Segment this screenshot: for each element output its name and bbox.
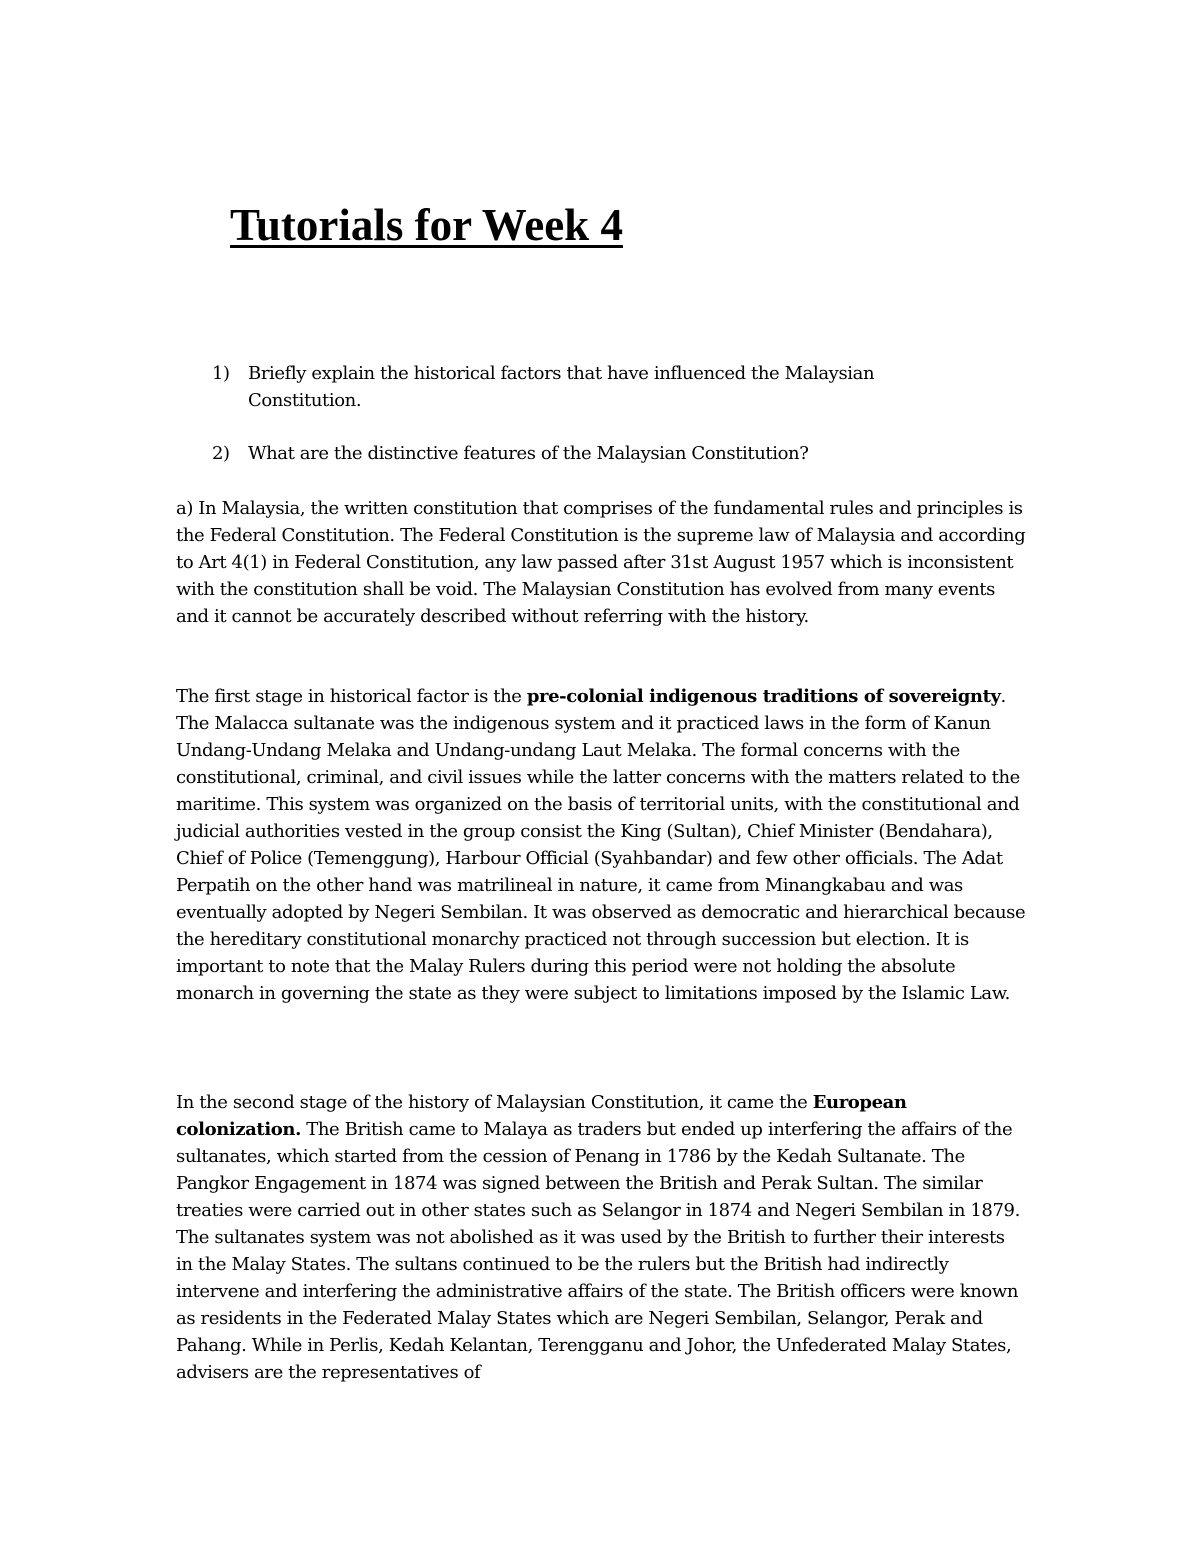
question-2-text: What are the distinctive features of the Malaysian Constitution?: [248, 443, 809, 464]
stage-two-paragraph: [176, 1089, 1026, 1386]
stage-one-paragraph: [176, 683, 1026, 1007]
stage-two-lead: In the second stage of the history of Malaysian Constitution, it came the: [176, 1092, 813, 1113]
question-1-number: 1): [212, 363, 230, 384]
answer-intro-paragraph: a) In Malaysia, the written constitution that comprises of the fundamental rules and principles is the Federal Constitution. The Federal Constitution is the supreme law of Malaysia and according to Art 4(1) in Federal Constitution, any law passed after 31st August 1957 which is inconsistent with the constitution shall be void. The Malaysian Constitution has evolved from many events and it cannot be accurately described without referring with the history.: [176, 498, 1026, 627]
stage-one-lead: The first stage in historical factor is the: [176, 686, 527, 707]
question-2-number: 2): [212, 443, 230, 464]
question-1: [212, 360, 942, 414]
question-2: [212, 440, 942, 467]
page-title: Tutorials for Week 4: [230, 200, 623, 250]
stage-two-body: The British came to Malaya as traders but ended up interfering the affairs of the sultanates, which started from the cession of Penang in 1786 by the Kedah Sultanate. The Pangkor Engagement in 1874 was signed between the British and Perak Sultan. The similar treaties were carried out in other states such as Selangor in 1874 and Negeri Sembilan in 1879. The sultanates system was not abolished as it was used by the British to further their interests in the Malay States. The sultans continued to be the rulers but the British had indirectly intervene and interfering the administrative affairs of the state. The British officers were known as residents in the Federated Malay States which are Negeri Sembilan, Selangor, Perak and Pahang. While in Perlis, Kedah Kelantan, Terengganu and Johor, the Unfederated Malay States, advisers are the representatives of: [176, 1119, 1020, 1383]
stage-one-keyword: pre-colonial indigenous traditions of sovereignty: [526, 686, 1001, 707]
stage-one-body: . The Malacca sultanate was the indigenous system and it practiced laws in the form of Kanun Undang-Undang Melaka and Undang-undang Laut Melaka. The formal concerns with the constitutional, criminal, and civil issues while the latter concerns with the matters related to the maritime. This system was organized on the basis of territorial units, with the constitutional and judicial authorities vested in the group consist the King (Sultan), Chief Minister (Bendahara), Chief of Police (Temenggung), Harbour Official (Syahbandar) and few other officials. The Adat Perpatih on the other hand was matrilineal in nature, it came from Minangkabau and was eventually adopted by Negeri Sembilan. It was observed as democratic and hierarchical because the hereditary constitutional monarchy practiced not through succession but election. It is important to note that the Malay Rulers during this period were not holding the absolute monarch in governing the state as they were subject to limitations imposed by the Islamic Law.: [176, 686, 1026, 1004]
stage-two-keyword: European colonization.: [176, 1092, 907, 1140]
question-1-text: Briefly explain the historical factors that have influenced the Malaysian Constitution.: [248, 363, 875, 411]
